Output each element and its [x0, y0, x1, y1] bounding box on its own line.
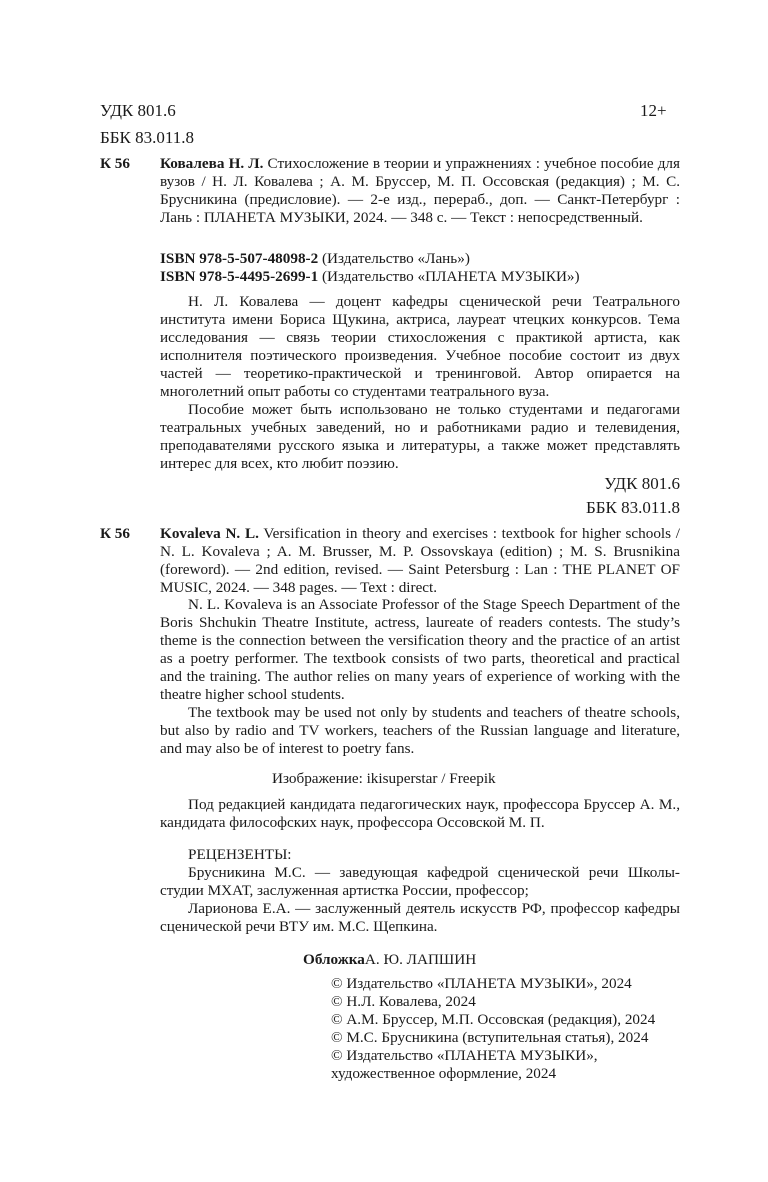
reviewer-2: Ларионова Е.А. — заслуженный деятель искусств РФ, профессор кафедры сценической речи ВТУ им. М.С. Щепкина. [160, 900, 680, 935]
isbn-block [160, 250, 680, 286]
copyright-line: © А.М. Бруссер, М.П. Оссовская (редакция), 2024 [331, 1011, 656, 1028]
ru-abstract-p1: Н. Л. Ковалева — доцент кафедры сценической речи Театрального института имени Бориса Щукина, актриса, лауреат чтецких конкурсов. Тема исследования — связь теории стихосложения с практикой артиста, как исполнителя поэтического произведения. Учебное пособие состоит из двух частей — теоретико-практической и тренинговой. Автор опирается на многолетний опыт работы со студентами театрального вуза. [160, 293, 680, 400]
en-abstract-p2: The textbook may be used not only by students and teachers of theatre schools, but also by radio and TV workers, teachers of the Russian language and literature, and may also be of interest to poetry fans. [160, 704, 680, 757]
copyright-line: © Издательство «ПЛАНЕТА МУЗЫКИ», художественное оформление, 2024 [331, 1047, 598, 1082]
ru-bibliographic-entry [160, 155, 680, 227]
ru-abstract [160, 293, 680, 473]
en-bibliographic-entry [160, 525, 680, 597]
copyright-line: © Н.Л. Ковалева, 2024 [331, 993, 476, 1010]
cover-label: Обложка [303, 951, 365, 968]
isbn-lan: ISBN 978-5-507-48098-2 (Издательство «Лань») [160, 250, 470, 267]
reviewers-heading: РЕЦЕНЗЕНТЫ: [188, 846, 292, 863]
udk-code-2: УДК 801.6 [604, 474, 680, 493]
en-abstract [160, 596, 680, 758]
bbk-code: ББК 83.011.8 [100, 128, 194, 147]
cover-designer: А. Ю. ЛАПШИН [364, 951, 477, 968]
age-rating: 12+ [640, 101, 667, 120]
isbn-planeta: ISBN 978-5-4495-2699-1 (Издательство «ПЛАНЕТА МУЗЫКИ») [160, 268, 580, 285]
en-author: Kovaleva N. L. [160, 525, 259, 542]
image-credit: Изображение: ikisuperstar / Freepik [272, 770, 496, 787]
author-mark-en: К 56 [100, 525, 130, 542]
cover-credit [303, 951, 476, 969]
reviewer-1: Брусникина М.С. — заведующая кафедрой сценической речи Школы-студии МХАТ, заслуженная артистка России, профессор; [160, 864, 680, 899]
ru-abstract-p2: Пособие может быть использовано не только студентами и педагогами театральных учебных заведений, но и работниками радио и телевидения, преподавателями русского языка и литературы, а также может представлять интерес для всех, кто любит поэзию. [160, 401, 680, 472]
udk-code: УДК 801.6 [100, 101, 176, 120]
bbk-code-2: ББК 83.011.8 [586, 498, 680, 517]
copyright-line: © М.С. Брусникина (вступительная статья), 2024 [331, 1029, 649, 1046]
author-mark: К 56 [100, 155, 130, 172]
ru-author: Ковалева Н. Л. [160, 155, 264, 172]
ru-description: Стихосложение в теории и упражнениях : учебное пособие для вузов / Н. Л. Ковалева ; А. М. Бруссер, М. П. Оссовская (редакция) ; М. С. Брусникина (предисловие). — 2-е изд., перераб., доп. — Санкт-Петербург : Лань : ПЛАНЕТА МУЗЫКИ, 2024. — 348 с. — Текст : непосредственный. [160, 155, 680, 226]
editor-statement: Под редакцией кандидата педагогических наук, профессора Бруссер А. М., кандидата философских наук, профессора Оссовской М. П. [160, 796, 680, 831]
reviewers-list [160, 864, 680, 936]
en-description: Versification in theory and exercises : textbook for higher schools / N. L. Kovaleva ; A. M. Brusser, M. P. Ossovskaya (edition) ; M. S. Brusnikina (foreword). — 2nd edition, revised. — Saint Petersburg : Lan : THE PLANET OF MUSIC, 2024. — 348 pages. — Text : direct. [160, 525, 681, 596]
en-abstract-p1: N. L. Kovaleva is an Associate Professor of the Stage Speech Department of the Boris Shchukin Theatre Institute, actress, laureate of readers contests. The study’s theme is the connection between the versification theory and the practice of an artist as a poetry performer. The textbook consists of two parts, theoretical and practical and the training. The author relies on many years of experience of working with the theatre higher school students. [160, 596, 680, 703]
copyright-block [331, 975, 676, 1083]
copyright-line: © Издательство «ПЛАНЕТА МУЗЫКИ», 2024 [331, 975, 632, 992]
